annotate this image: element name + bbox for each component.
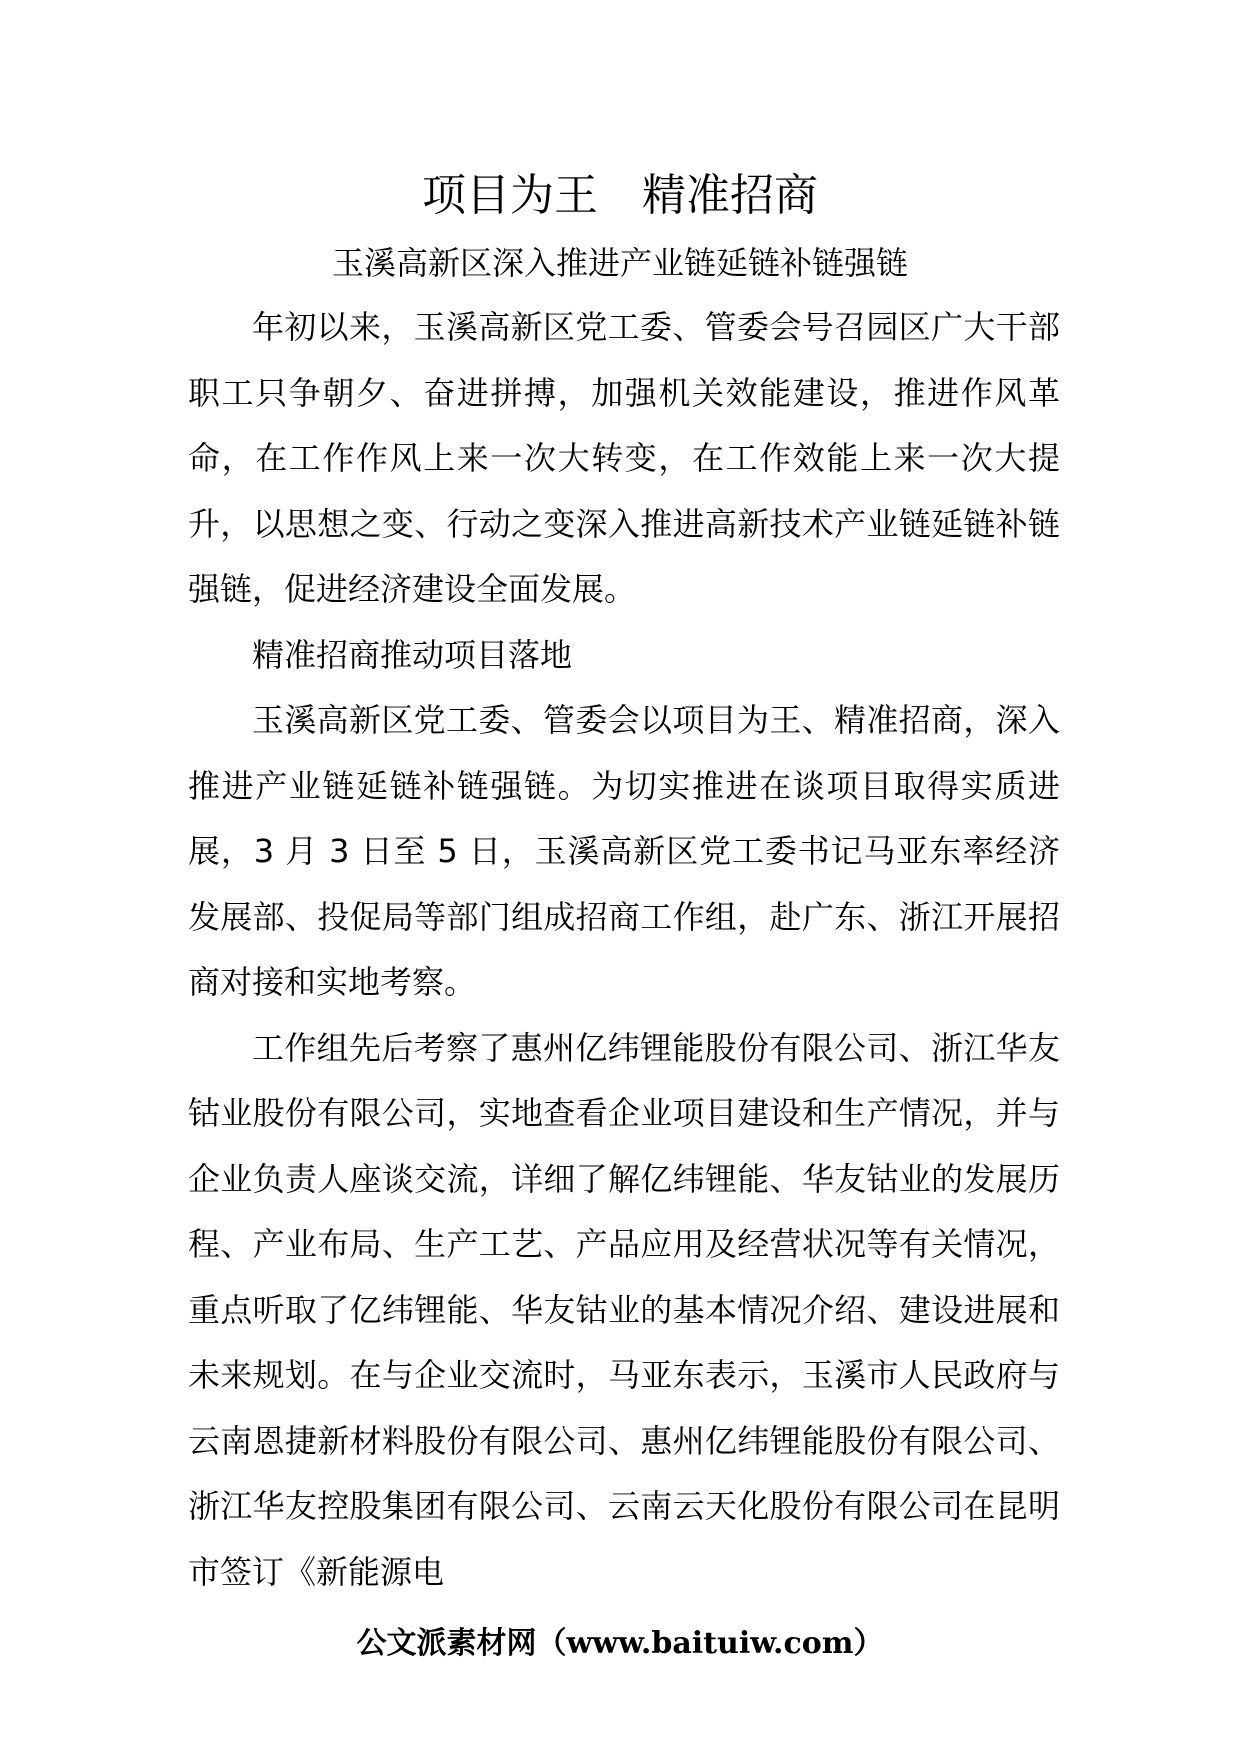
document-title: 项目为王 精准招商 [422,170,818,221]
document-body [188,295,1060,1605]
section-heading: 精准招商推动项目落地 [252,635,573,674]
footer-watermark: 公文派素材网（www.baituiw.com） [356,1626,884,1661]
paragraph-intro: 年初以来，玉溪高新区党工委、管委会号召园区广大干部职工只争朝夕、奋进拼搏，加强机关效能建设，推进作风革命，在工作作风上来一次大转变，在工作效能上来一次大提升，以思想之变、行动之变深入推进高新技术产业链延链补链强链，促进经济建设全面发展。 [188,308,1060,608]
document-subtitle: 玉溪高新区深入推进产业链延链补链强链 [331,244,908,282]
paragraph-investment: 玉溪高新区党工委、管委会以项目为王、精准招商，深入推进产业链延链补链强链。为切实推进在谈项目取得实质进展，3 月 3 日至 5 日，玉溪高新区党工委书记马亚东率经济发展部、投促局等部门组成招商工作组，赴广东、浙江开展招商对接和实地考察。 [188,701,1060,1001]
paragraph-inspection: 工作组先后考察了惠州亿纬锂能股份有限公司、浙江华友钴业股份有限公司，实地查看企业项目建设和生产情况，并与企业负责人座谈交流，详细了解亿纬锂能、华友钴业的发展历程、产业布局、生产工艺、产品应用及经营状况等有关情况，重点听取了亿纬锂能、华友钴业的基本情况介绍、建设进展和未来规划。在与企业交流时，马亚东表示，玉溪市人民政府与云南恩捷新材料股份有限公司、惠州亿纬锂能股份有限公司、浙江华友控股集团有限公司、云南云天化股份有限公司在昆明市签订《新能源电 [188,1028,1060,1591]
